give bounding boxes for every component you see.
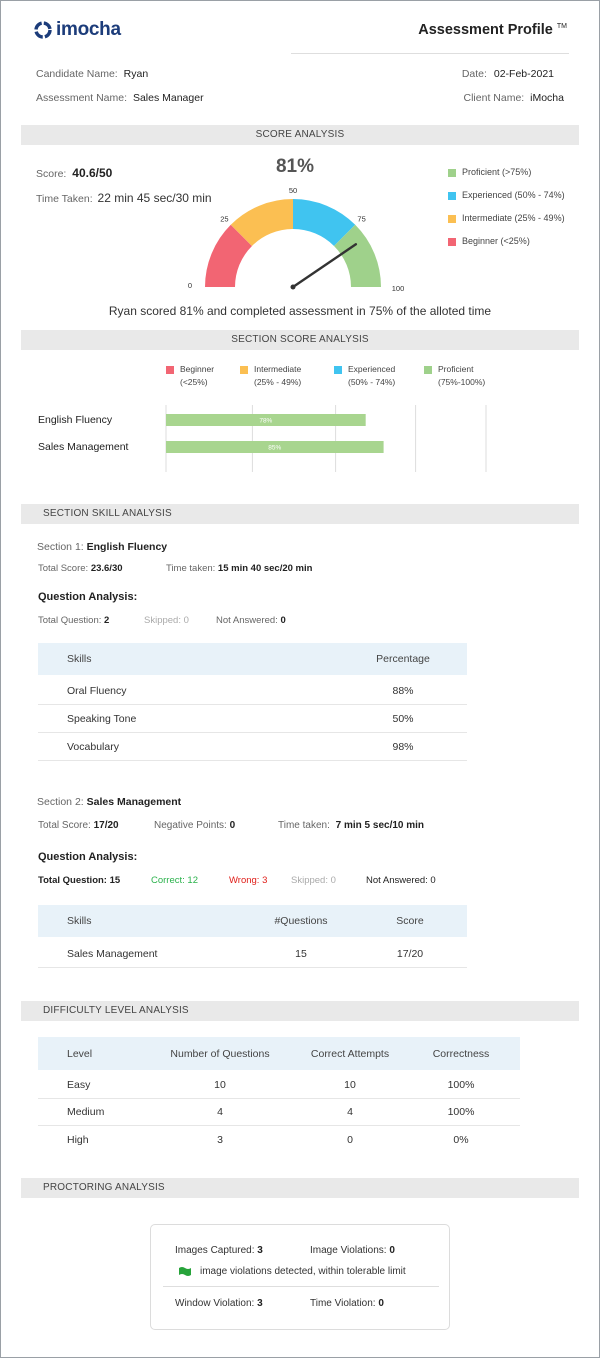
skill-name: Speaking Tone [67, 713, 137, 725]
difficulty-table-header [38, 1037, 520, 1070]
negative-value: 0 [229, 820, 236, 831]
legend-item-proficient [424, 364, 485, 387]
bar-value-label: 85% [268, 444, 282, 452]
legend-item-experienced [334, 364, 395, 387]
bar-category-label: English Fluency [38, 414, 113, 426]
table-row [38, 734, 467, 761]
section1-score: 23.6/30 [90, 563, 123, 574]
level-correct: 0 [347, 1133, 353, 1146]
score-label: Score: [36, 168, 67, 180]
client-name-row [464, 92, 564, 104]
score-percent: 81% [275, 156, 315, 177]
section1-qa-stats [38, 615, 578, 626]
section1-time-label: Time taken: [166, 563, 216, 574]
section-score-heading: SECTION SCORE ANALYSIS [21, 330, 579, 350]
legend-label: Intermediate [462, 213, 513, 223]
section2-skipped: Skipped: 0 [291, 875, 336, 886]
skill-percentage: 98% [392, 741, 414, 753]
legend-item-beginner [448, 236, 565, 259]
table-row [38, 1072, 520, 1099]
legend-swatch [240, 366, 248, 374]
score-gauge [185, 183, 405, 293]
images-captured [175, 1245, 263, 1256]
section2-skills-table-header [38, 905, 467, 937]
date-value: 02-Feb-2021 [493, 68, 554, 80]
bar-category-label: Sales Management [38, 441, 129, 453]
legend-swatch [448, 192, 456, 200]
col-questions: #Questions [274, 915, 328, 927]
table-row [38, 1126, 520, 1153]
total-question-value: 2 [104, 615, 110, 626]
time-taken-label: Time Taken: [36, 193, 93, 205]
client-name-value: iMocha [530, 92, 564, 104]
gauge-tick-label: 25 [220, 214, 229, 224]
legend-label: Proficient [438, 364, 474, 374]
section2-qa-heading: Question Analysis: [38, 851, 138, 863]
logo [33, 18, 121, 42]
skill-name: Oral Fluency [67, 685, 127, 697]
section2-correct: Correct: 12 [151, 875, 198, 886]
time-violation [310, 1298, 384, 1309]
skill-percentage: 88% [392, 685, 414, 697]
legend-label: Experienced [348, 364, 396, 374]
section2-negative [154, 820, 235, 831]
legend-label: Proficient [462, 167, 500, 177]
legend-range: (<25%) [500, 236, 530, 246]
gauge-tick-label: 100 [391, 284, 405, 293]
score-value: 40.6/50 [72, 166, 113, 180]
score-label: Total Score: [38, 820, 91, 831]
score-value: 17/20 [93, 820, 119, 831]
level-name: Medium [67, 1106, 105, 1118]
section1-title-label: Section 1: [37, 541, 84, 553]
legend-range: (50% - 74%) [514, 190, 565, 200]
legend-label: Beginner [180, 364, 215, 374]
image-violations-value: 0 [389, 1245, 395, 1256]
level-questions: 3 [217, 1133, 223, 1146]
candidate-name-label: Candidate Name: [36, 68, 118, 80]
images-captured-value: 3 [257, 1245, 263, 1256]
level-questions: 4 [217, 1106, 223, 1118]
date-row [462, 68, 554, 80]
candidate-name-row [36, 68, 148, 80]
legend-label: Intermediate [254, 364, 302, 374]
time-value: 7 min 5 sec/10 min [335, 820, 425, 831]
legend-label: Beginner [462, 236, 499, 246]
table-row [38, 706, 467, 733]
trademark-mark: TM [556, 23, 567, 31]
section1-time [166, 563, 312, 574]
section2-not-answered: Not Answered: 0 [366, 875, 436, 886]
section1-title [37, 541, 167, 553]
gauge-needle [293, 244, 356, 287]
legend-label: Experienced [462, 190, 513, 200]
total-question-label: Total Question: [38, 615, 102, 626]
section2-wrong: Wrong: 3 [229, 875, 268, 886]
images-captured-label: Images Captured: [175, 1245, 255, 1256]
logo-text: imocha [56, 19, 121, 40]
assessment-name-row [36, 92, 204, 104]
col-percentage: Percentage [376, 653, 430, 665]
window-violation-label: Window Violation: [175, 1298, 255, 1309]
window-violation [175, 1298, 263, 1309]
image-violations [310, 1245, 395, 1256]
section2-qa-stats [38, 875, 578, 889]
section2-total-question: Total Question: 15 [38, 875, 121, 886]
score-summary: Ryan scored 81% and completed assessment in 75% of the alloted time [108, 304, 492, 318]
legend-swatch [424, 366, 432, 374]
legend-swatch [334, 366, 342, 374]
difficulty-heading: DIFFICULTY LEVEL ANALYSIS [21, 1001, 579, 1021]
section1-total-question [38, 615, 109, 626]
legend-swatch [448, 215, 456, 223]
legend-item-proficient [448, 167, 565, 190]
score-analysis-heading: SCORE ANALYSIS [21, 125, 579, 145]
section1-qa-heading: Question Analysis: [38, 591, 138, 603]
skill-name: Vocabulary [67, 741, 119, 753]
image-violations-label: Image Violations: [310, 1245, 387, 1256]
time-taken-value: 22 min 45 sec/30 min [97, 191, 212, 205]
violation-note-text: image violations detected, within tolerable limit [200, 1266, 406, 1277]
assessment-name-label: Assessment Name: [36, 92, 128, 104]
legend-swatch [448, 169, 456, 177]
level-correctness: 0% [453, 1133, 469, 1146]
col-score: Score [396, 915, 424, 927]
section2-stats [38, 820, 578, 834]
level-correct: 10 [344, 1079, 356, 1091]
skill-name: Sales Management [67, 947, 158, 960]
bar-value-label: 78% [259, 417, 273, 425]
time-violation-value: 0 [378, 1298, 384, 1309]
level-name: Easy [67, 1079, 91, 1091]
card-divider [163, 1286, 439, 1287]
not-answered-label: Not Answered: [216, 615, 278, 626]
page-title-text: Assessment Profile [418, 22, 553, 38]
legend-range: (50% - 74%) [348, 377, 396, 387]
legend-item-experienced [448, 190, 565, 213]
section2-title [37, 796, 181, 808]
table-row [38, 940, 467, 968]
section2-title-value: Sales Management [86, 796, 182, 808]
skill-percentage: 50% [392, 713, 414, 725]
section1-score-label: Total Score: [38, 563, 89, 574]
section-score-chart [0, 400, 600, 480]
page-title [418, 22, 567, 38]
gauge-tick-label: 0 [187, 281, 193, 290]
imocha-logo-icon [33, 20, 53, 40]
section-skill-heading: SECTION SKILL ANALYSIS [21, 504, 579, 524]
legend-item-intermediate [448, 213, 565, 236]
section1-time-value: 15 min 40 sec/20 min [217, 563, 313, 574]
legend-range: (75%-100%) [438, 377, 486, 387]
level-correctness: 100% [447, 1079, 475, 1091]
flag-icon [179, 1267, 193, 1277]
table-row [38, 678, 467, 705]
time-label: Time taken: [278, 820, 330, 831]
section1-title-value: English Fluency [86, 541, 168, 553]
legend-range: (>75%) [502, 167, 532, 177]
level-questions: 10 [214, 1079, 226, 1091]
level-name: High [67, 1133, 89, 1146]
level-correctness: 100% [447, 1106, 475, 1118]
section1-skipped: Skipped: 0 [144, 615, 189, 626]
gauge-tick-label: 75 [357, 214, 366, 224]
candidate-name-value: Ryan [123, 68, 149, 80]
window-violation-value: 3 [257, 1298, 263, 1309]
col-skills: Skills [67, 653, 92, 665]
assessment-name-value: Sales Manager [132, 92, 204, 104]
section1-skills-table-header [38, 643, 467, 675]
section-score-legend [0, 364, 600, 390]
skill-score: 17/20 [396, 947, 424, 960]
date-label: Date: [461, 68, 487, 80]
col-correct-attempts: Correct Attempts [310, 1047, 390, 1060]
legend-range: (25% - 49%) [254, 377, 302, 387]
col-correctness: Correctness [432, 1047, 490, 1060]
gauge-hub [291, 285, 296, 290]
not-answered-value: 0 [280, 615, 286, 626]
col-level: Level [67, 1047, 93, 1060]
legend-swatch [448, 238, 456, 246]
level-correct: 4 [347, 1106, 353, 1118]
legend-range: (<25%) [180, 377, 208, 387]
section2-title-label: Section 2: [37, 796, 84, 808]
legend-swatch [166, 366, 174, 374]
legend-item-intermediate [240, 364, 301, 387]
client-name-label: Client Name: [463, 92, 525, 104]
section1-stats [38, 563, 578, 574]
section1-not-answered [216, 615, 286, 626]
table-row [38, 1099, 520, 1126]
negative-label: Negative Points: [154, 820, 227, 831]
gauge-tick-label: 50 [288, 186, 298, 195]
header-divider [291, 53, 569, 54]
legend-range: (25% - 49%) [514, 213, 565, 223]
section2-score [38, 820, 119, 831]
violation-note [179, 1266, 406, 1277]
score-row [36, 166, 112, 180]
skill-questions: 15 [295, 947, 307, 960]
time-violation-label: Time Violation: [310, 1298, 376, 1309]
legend-item-beginner [166, 364, 214, 387]
col-skills: Skills [67, 915, 92, 927]
col-number-of-questions: Number of Questions [170, 1047, 270, 1060]
proctoring-heading: PROCTORING ANALYSIS [21, 1178, 579, 1198]
section2-time [278, 820, 424, 831]
score-legend [448, 167, 565, 259]
proctoring-card [150, 1224, 450, 1330]
